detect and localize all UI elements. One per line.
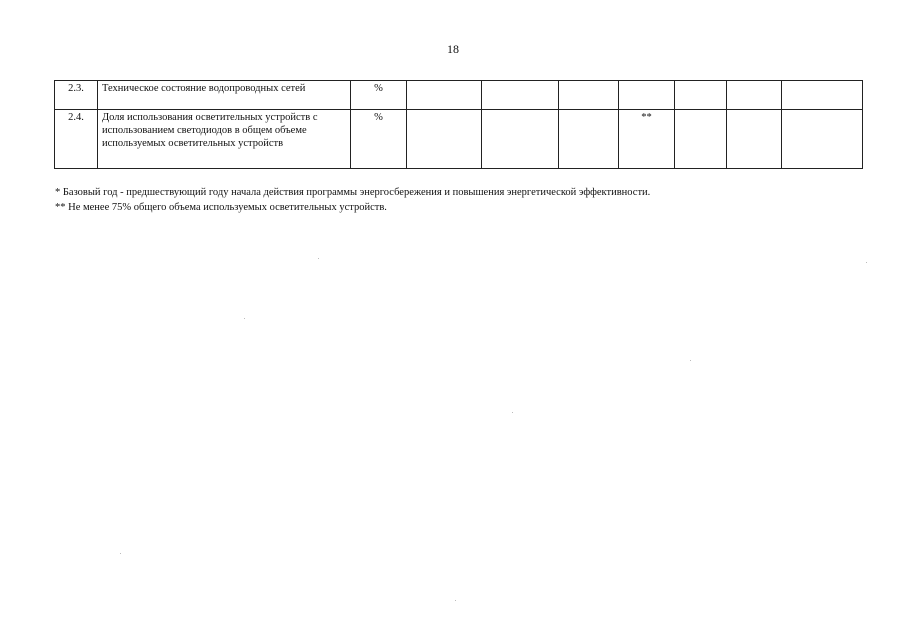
footnote-base-year: * Базовый год - предшествующий году начала действия программы энергосбережения и повышения энергетической эффективности. xyxy=(55,187,651,198)
value-cell xyxy=(727,110,782,169)
indicator-name: Техническое состояние водопроводных сетей xyxy=(98,81,351,110)
scan-speck xyxy=(120,553,121,554)
scan-speck xyxy=(318,258,319,259)
value-cell xyxy=(727,81,782,110)
indicator-name: Доля использования осветительных устройств с использованием светодиодов в общем объеме используемых осветительных устройств xyxy=(98,110,351,169)
value-cell xyxy=(407,81,482,110)
unit-cell: % xyxy=(351,110,407,169)
value-cell xyxy=(782,110,863,169)
row-number: 2.3. xyxy=(55,81,98,110)
table-row xyxy=(55,110,863,169)
value-cell xyxy=(675,81,727,110)
value-cell xyxy=(482,81,559,110)
footnote-led-share: ** Не менее 75% общего объема используемых осветительных устройств. xyxy=(55,201,387,213)
value-cell xyxy=(407,110,482,169)
unit-cell: % xyxy=(351,81,407,110)
value-cell xyxy=(559,81,619,110)
indicators-table xyxy=(54,80,863,169)
scan-speck xyxy=(455,600,456,601)
scan-speck xyxy=(690,360,691,361)
page-number: 18 xyxy=(447,42,459,56)
footnotes xyxy=(55,186,650,215)
table-row xyxy=(55,81,863,110)
value-cell xyxy=(482,110,559,169)
value-cell xyxy=(675,110,727,169)
value-cell xyxy=(782,81,863,110)
row-number: 2.4. xyxy=(55,110,98,169)
scan-speck xyxy=(512,412,513,413)
value-cell xyxy=(619,81,675,110)
scan-speck xyxy=(866,262,867,263)
value-cell xyxy=(559,110,619,169)
value-cell: ** xyxy=(619,110,675,169)
scan-speck xyxy=(244,318,245,319)
